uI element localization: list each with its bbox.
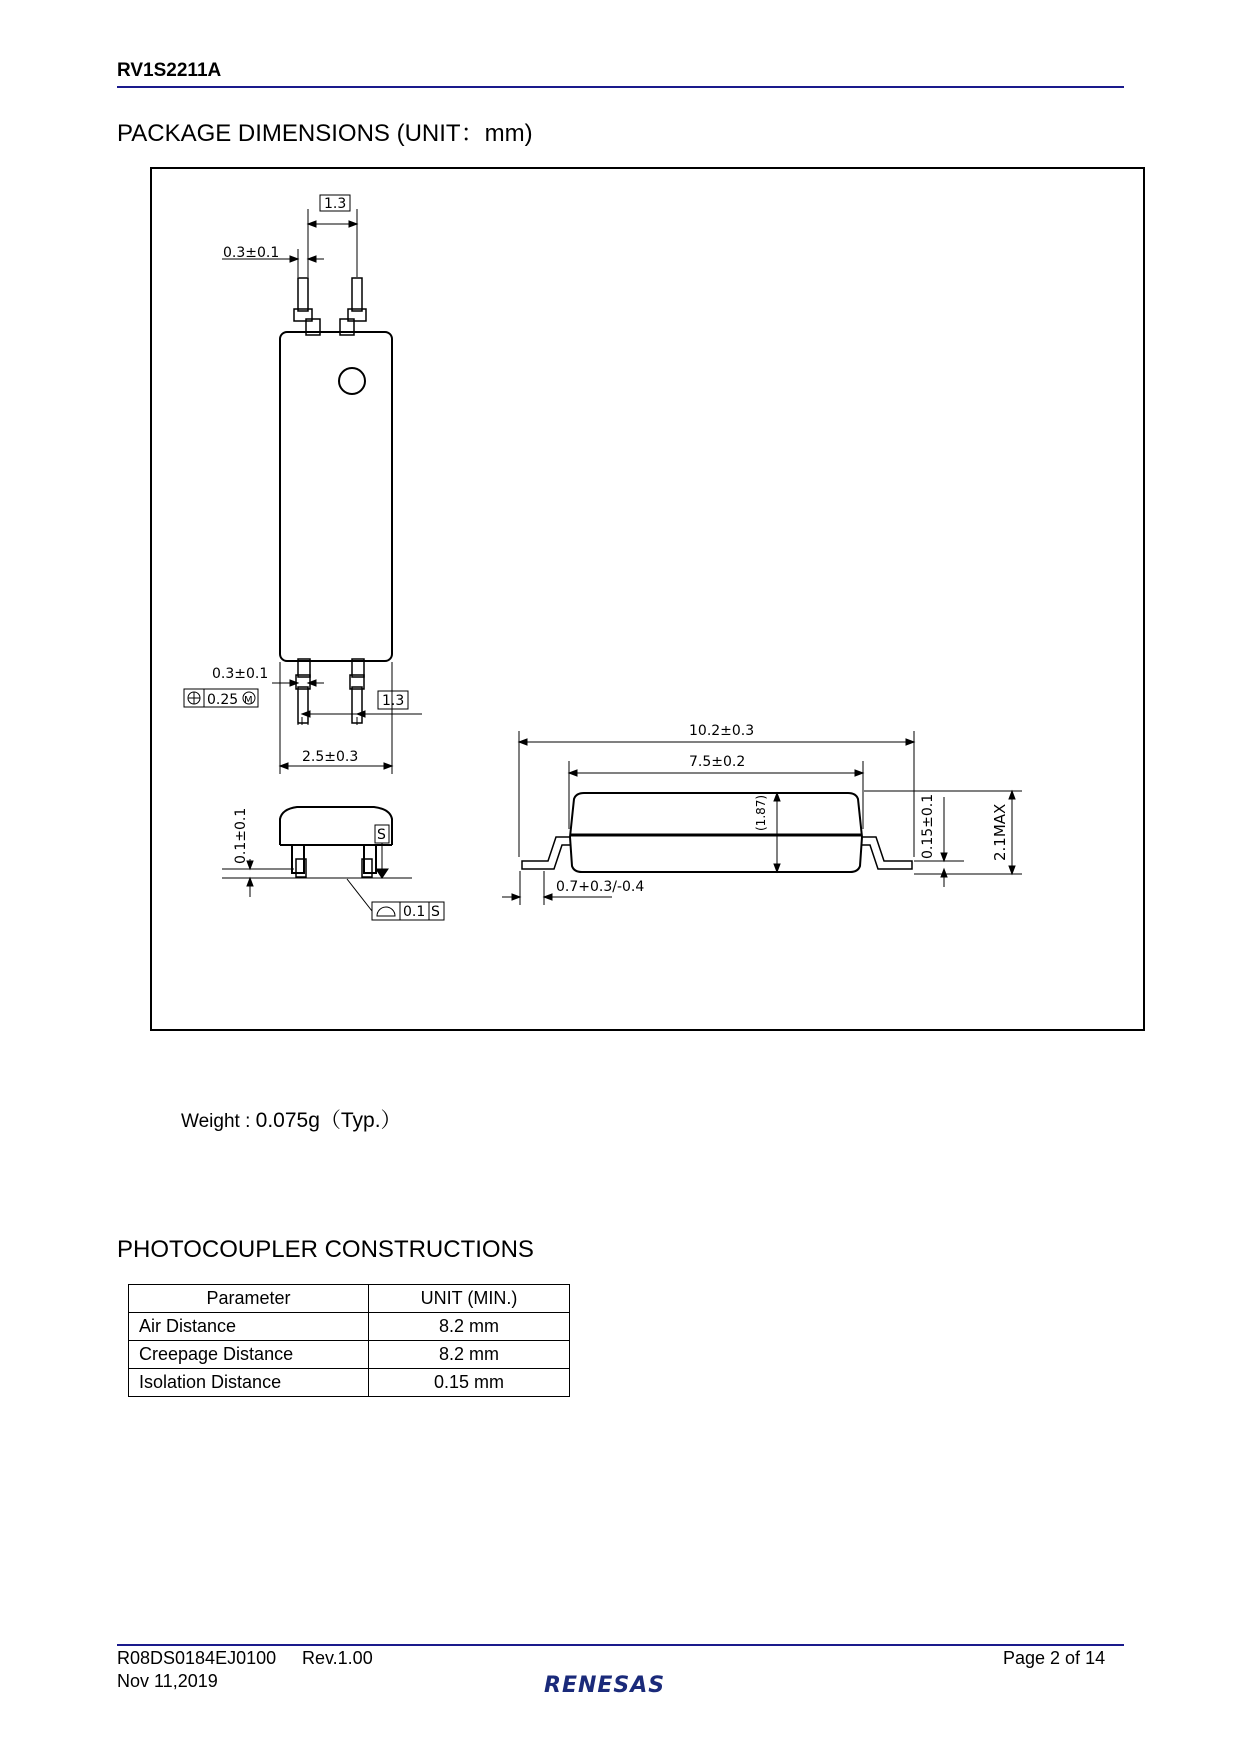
flatness-frame [347, 879, 444, 920]
row-parameter: Air Distance [129, 1313, 369, 1341]
document-title: RV1S2211A [117, 60, 222, 81]
column-header-parameter: Parameter [129, 1285, 369, 1313]
footer-date: Nov 11,2019 [117, 1671, 218, 1691]
header-divider [117, 86, 1124, 88]
position-tolerance-text: 0.25 [207, 692, 239, 708]
dim-standoff [222, 859, 412, 897]
dim-body-height [774, 793, 780, 872]
svg-text:M: M [244, 695, 253, 706]
dim-body-length-text: 7.5±0.2 [689, 754, 746, 770]
weight-value: 0.075g（Typ.） [255, 1109, 402, 1132]
dim-body-height-text: (1.87) [754, 794, 768, 831]
constructions-table [128, 1284, 570, 1397]
table-row [129, 1313, 570, 1341]
datum-s-text: S [377, 827, 386, 843]
renesas-logo [544, 1668, 690, 1705]
package-dimensions-title: PACKAGE DIMENSIONS (UNIT：mm) [117, 120, 533, 147]
package-body-top-view [280, 332, 392, 661]
dim-overall-length-text: 10.2±0.3 [689, 723, 755, 739]
dim-standoff-text: 0.1±0.1 [233, 807, 249, 864]
weight-label: Weight : [181, 1111, 256, 1132]
dim-bottom-pitch-text: 1.3 [382, 693, 405, 709]
row-parameter: Creepage Distance [129, 1341, 369, 1369]
dim-lead-thickness-text: 0.15±0.1 [920, 793, 936, 859]
logo-text: RENESAS [544, 1673, 666, 1698]
dim-max-height-text: 2.1MAX [991, 803, 1009, 861]
weight-line [181, 1104, 402, 1134]
table-row [129, 1341, 570, 1369]
package-drawing [150, 167, 1145, 1031]
dim-lead-foot-text: 0.7+0.3/-0.4 [556, 879, 645, 895]
dim-bottom-lead-width-text: 0.3±0.1 [212, 666, 269, 682]
footer-divider [117, 1644, 1124, 1646]
dim-top-pitch-text: 1.3 [324, 196, 347, 212]
dim-body-width-text: 2.5±0.3 [302, 749, 359, 765]
row-value: 0.15 mm [369, 1369, 570, 1397]
dim-body-length [569, 761, 863, 829]
row-parameter: Isolation Distance [129, 1369, 369, 1397]
row-value: 8.2 mm [369, 1313, 570, 1341]
flatness-text: 0.1 [403, 904, 426, 920]
row-value: 8.2 mm [369, 1341, 570, 1369]
table-row [129, 1369, 570, 1397]
dim-top-lead-width-text: 0.3±0.1 [223, 245, 280, 261]
constructions-title: PHOTOCOUPLER CONSTRUCTIONS [117, 1236, 534, 1263]
column-header-unit: UNIT (MIN.) [369, 1285, 570, 1313]
footer-doc-number: R08DS0184EJ0100 [117, 1648, 277, 1668]
top-leads [294, 278, 366, 335]
package-side-view [522, 793, 912, 872]
footer-revision: Rev.1.00 [302, 1648, 373, 1668]
pin1-marker [339, 368, 365, 394]
flatness-datum-text: S [431, 904, 440, 920]
footer-page: Page 2 of 14 [1003, 1648, 1106, 1668]
table-header-row [129, 1285, 570, 1313]
